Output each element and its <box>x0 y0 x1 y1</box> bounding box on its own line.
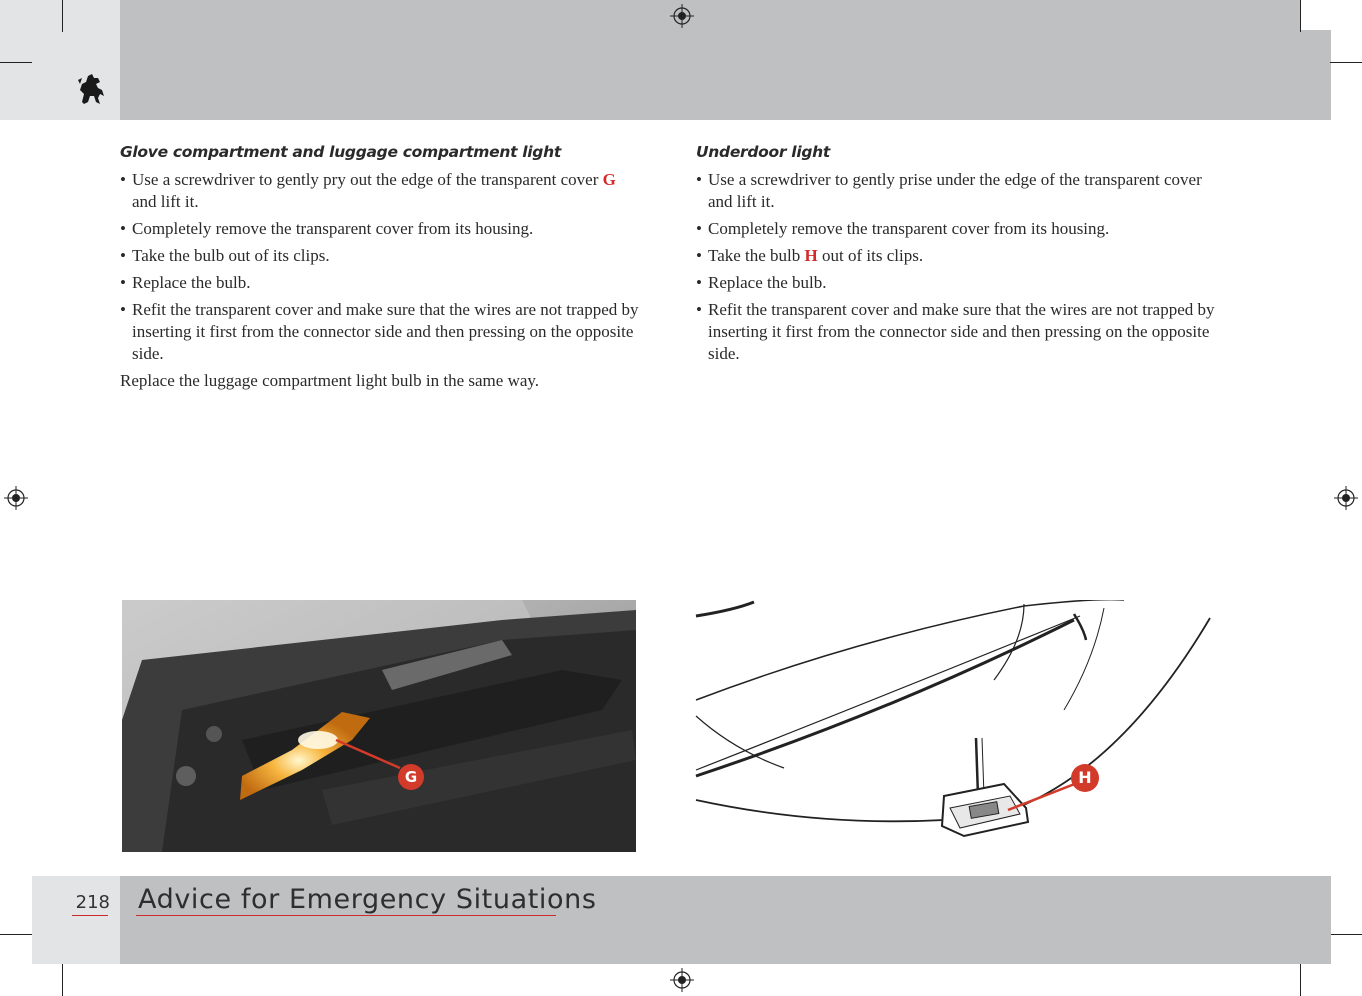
list-item: • Take the bulb out of its clips. <box>120 245 640 267</box>
callout-h-badge: H <box>1071 764 1099 792</box>
registration-mark-bottom <box>670 968 694 992</box>
page-number: 218 <box>75 892 110 913</box>
callout-ref: G <box>602 170 616 189</box>
crop-mark <box>62 964 63 996</box>
crop-mark <box>62 0 63 32</box>
header-notch <box>1301 0 1331 30</box>
instruction-list <box>120 169 640 365</box>
crop-mark <box>1330 934 1362 935</box>
chapter-title: Advice for Emergency Situations <box>138 884 597 915</box>
crop-mark <box>1300 964 1301 996</box>
section-heading: Underdoor light <box>696 143 830 161</box>
list-item <box>120 169 640 213</box>
list-item: • Replace the bulb. <box>120 272 640 294</box>
underdoor-light-section <box>696 141 1216 370</box>
list-item: • Refit the transparent cover and make sure that the wires are not trapped by inserting it first from the connector side and then pressing on the opposite side. <box>120 299 640 365</box>
list-item <box>696 245 1216 267</box>
glove-compartment-light-photo <box>122 600 636 852</box>
item-text: Take the bulb <box>708 246 805 265</box>
list-item: • Refit the transparent cover and make sure that the wires are not trapped by inserting it first from the connector side and then pressing on the opposite side. <box>696 299 1216 365</box>
footer-page-panel <box>32 876 120 964</box>
registration-mark-top <box>670 4 694 28</box>
section-heading: Glove compartment and luggage compartment light <box>120 143 561 161</box>
chapter-title-underline <box>136 915 556 916</box>
list-item: • Completely remove the transparent cover from its housing. <box>120 218 640 240</box>
list-item: • Use a screwdriver to gently prise under the edge of the transparent cover and lift it. <box>696 169 1216 213</box>
callout-g-badge: G <box>398 764 424 790</box>
crop-mark <box>1330 62 1362 63</box>
list-item: • Replace the bulb. <box>696 272 1216 294</box>
prancing-horse-icon <box>74 72 108 108</box>
page-number-underline <box>72 915 108 916</box>
list-item: • Completely remove the transparent cover from its housing. <box>696 218 1216 240</box>
underdoor-light-illustration <box>694 600 1212 856</box>
item-text: and lift it. <box>132 192 199 211</box>
crop-mark <box>0 934 32 935</box>
header-band <box>0 0 1331 120</box>
crop-mark <box>0 62 32 63</box>
section-note: Replace the luggage compartment light bulb in the same way. <box>120 371 540 390</box>
instruction-list <box>696 169 1216 365</box>
registration-mark-right <box>1334 486 1358 510</box>
callout-ref: H <box>804 246 818 265</box>
glove-compartment-section <box>120 141 640 392</box>
item-text: Use a screwdriver to gently pry out the edge of the transparent cover <box>132 170 603 189</box>
item-text: out of its clips. <box>817 246 924 265</box>
registration-mark-left <box>4 486 28 510</box>
crop-mark <box>1300 0 1301 32</box>
